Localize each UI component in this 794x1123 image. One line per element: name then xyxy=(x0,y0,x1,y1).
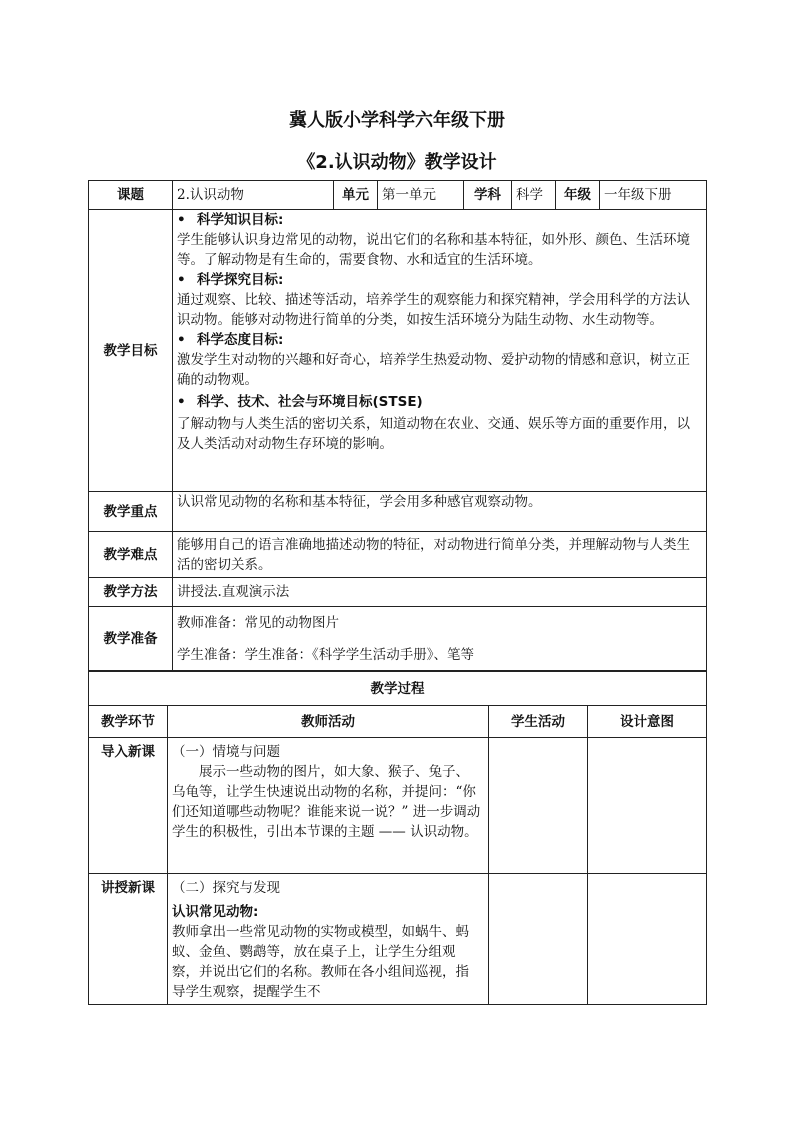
activity-subheading: 认识常见动物: xyxy=(172,904,259,920)
intent-new-lesson xyxy=(588,874,707,1005)
goals-cell xyxy=(173,210,707,492)
goal-heading: • 科学探究目标: xyxy=(177,270,702,290)
prep-cell xyxy=(173,607,707,671)
difficulty-value: 能够用自己的语言准确地描述动物的特征，对动物进行简单分类，并理解动物与人类生活的密切关系。 xyxy=(173,532,707,578)
student-activity-intro xyxy=(489,738,588,874)
goal-text: 了解动物与人类生活的密切关系，知道动物在农业、交通、娱乐等方面的重要作用，以及人类活动对动物生存环境的影响。 xyxy=(177,416,690,452)
teacher-activity-new-lesson xyxy=(168,874,489,1005)
col-teacher-header: 教师活动 xyxy=(168,706,489,738)
col-stage-header: 教学环节 xyxy=(89,706,168,738)
teacher-activity-intro xyxy=(168,738,489,874)
goal-heading: • 科学、技术、社会与环境目标(STSE) xyxy=(177,392,702,412)
prep-label: 教学准备 xyxy=(89,607,173,671)
subject-value: 科学 xyxy=(512,181,556,210)
unit-label: 单元 xyxy=(334,181,378,210)
unit-value: 第一单元 xyxy=(378,181,464,210)
topic-label: 课题 xyxy=(89,181,173,210)
activity-text: 教师拿出一些常见动物的实物或模型，如蜗牛、蚂蚁、金鱼、鹦鹉等，放在桌子上，让学生分组观察，并说出它们的名称。教师在各小组间巡视，指导学生观察，提醒学生不 xyxy=(172,924,469,1000)
subject-label: 学科 xyxy=(464,181,512,210)
method-label: 教学方法 xyxy=(89,578,173,607)
section-heading: （二）探究与发现 xyxy=(172,880,280,896)
grade-label: 年级 xyxy=(556,181,600,210)
section-heading: （一）情境与问题 xyxy=(172,744,280,760)
activity-text: 展示一些动物的图片，如大象、猴子、兔子、乌龟等，让学生快速说出动物的名称，并提问：“你们还知道哪些动物呢？谁能来说一说？” 进一步调动学生的积极性，引出本节课的主题 —— 认识动物。 xyxy=(172,764,481,840)
goal-heading: • 科学态度目标: xyxy=(177,330,702,350)
topic-value: 2.认识动物 xyxy=(173,181,334,210)
difficulty-label: 教学难点 xyxy=(89,532,173,578)
goals-label: 教学目标 xyxy=(89,210,173,492)
document-title: 冀人版小学科学六年级下册 xyxy=(289,110,505,131)
focus-value: 认识常见动物的名称和基本特征，学会用多种感官观察动物。 xyxy=(173,492,707,532)
grade-value: 一年级下册 xyxy=(600,181,707,210)
method-value: 讲授法.直观演示法 xyxy=(173,578,707,607)
stage-intro: 导入新课 xyxy=(89,738,168,874)
goal-heading: • 科学知识目标: xyxy=(177,210,702,230)
prep-teacher: 教师准备：常见的动物图片 xyxy=(177,614,339,631)
document-subtitle: 《2.认识动物》教学设计 xyxy=(297,152,497,173)
process-header: 教学过程 xyxy=(89,672,707,706)
prep-student: 学生准备：学生准备：《科学学生活动手册》、笔等 xyxy=(177,646,474,663)
teaching-process-table xyxy=(88,671,707,1005)
student-activity-new-lesson xyxy=(489,874,588,1005)
focus-label: 教学重点 xyxy=(89,492,173,532)
intent-intro xyxy=(588,738,707,874)
col-student-header: 学生活动 xyxy=(489,706,588,738)
lesson-info-table xyxy=(88,180,707,671)
goal-text: 通过观察、比较、描述等活动，培养学生的观察能力和探究精神，学会用科学的方法认识动物。能够对动物进行简单的分类，如按生活环境分为陆生动物、水生动物等。 xyxy=(177,292,690,328)
stage-new-lesson: 讲授新课 xyxy=(89,874,168,1005)
goal-text: 学生能够认识身边常见的动物，说出它们的名称和基本特征，如外形、颜色、生活环境等。了解动物是有生命的，需要食物、水和适宜的生活环境。 xyxy=(177,232,690,268)
col-intent-header: 设计意图 xyxy=(588,706,707,738)
goal-text: 激发学生对动物的兴趣和好奇心，培养学生热爱动物、爱护动物的情感和意识，树立正确的动物观。 xyxy=(177,352,690,388)
